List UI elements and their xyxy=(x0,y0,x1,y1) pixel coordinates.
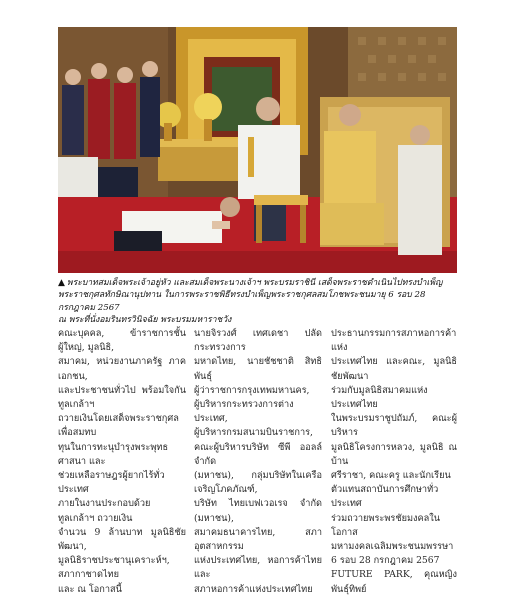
column-line: นายจิรวงศ์ เทศเดชา ปลัดกระทรวงการ xyxy=(194,328,322,354)
column-line: ผู้ว่าราชการกรุงเทพมหานคร, xyxy=(194,384,310,396)
caption-line-2: พระราชกุศลทักษิณานุปทาน ในการพระราชพิธีทรงบำเพ็ญพระราชกุศลสมโภชพระชนมายุ 6 รอบ 28 กรกฎาคม 2567 xyxy=(58,290,426,313)
column-line: คณะผู้บริหารบริษัท ซีพี ออลล์ จำกัด xyxy=(194,441,322,467)
column-line: ร่วมถวายพระพรชัยมงคลในโอกาส xyxy=(331,512,441,538)
column-line: ร่วมกับมูลนิธิสมาคมแห่งประเทศไทย xyxy=(331,384,428,411)
column-line: ประเทศไทย และคณะ, มูลนิธิชัยพัฒนา xyxy=(331,356,457,382)
text-column-3 xyxy=(331,327,457,595)
column-line: ทุนในการทะนุบำรุงพระพุทธศาสนา และ xyxy=(58,441,169,467)
column-line: มหามงคลเฉลิมพระชนมพรรษา xyxy=(331,541,454,553)
column-line: สมาคมธนาคารไทย, สภาอุตสาหกรรม xyxy=(194,526,322,553)
caption-text-1: พระบาทสมเด็จพระเจ้าอยู่หัว และสมเด็จพระนางเจ้าฯ พระบรมราชินี เสด็จพระราชดำเนินไปทรงบำเพ็ญ xyxy=(66,278,443,288)
column-line: ช่วยเหลือราษฎรผู้ยากไร้ทั่วประเทศ xyxy=(58,470,165,496)
column-line: สภาหอการค้าแห่งประเทศไทย xyxy=(194,583,313,595)
ceremony-photo-art xyxy=(58,27,457,273)
column-line: สมาคม, หน่วยงานภาครัฐ ภาคเอกชน, xyxy=(58,356,186,382)
column-line: มูลนิธิโครงการหลวง, มูลนิธิ ณ บ้าน xyxy=(331,441,457,467)
caption-triangle-icon: ▲ xyxy=(58,278,65,288)
column-line: แห่งประเทศไทย, หอการค้าไทยและ xyxy=(194,555,322,581)
caption-line-1 xyxy=(58,277,457,289)
column-line: 6 รอบ 28 กรกฎาคม 2567 xyxy=(331,555,440,567)
caption-line-3: ณ พระที่นั่งอมรินทรวินิจฉัย พระบรมมหาราชวัง xyxy=(58,315,232,326)
column-line: คณะบุคคล, ข้าราชการชั้นผู้ใหญ่, มูลนิธิ, xyxy=(58,328,186,354)
column-line: มหาดไทย, นายชัชชาติ สิทธิพันธุ์ xyxy=(194,356,322,382)
photo-caption xyxy=(58,277,457,327)
column-line: ตัวแทนสถาบันการศึกษาทั่วประเทศ xyxy=(331,484,439,510)
column-line: ภายในงานประกอบด้วย ทูลเกล้าฯ ถวายเงิน xyxy=(58,498,151,524)
column-line: ถวายเงินโดยเสด็จพระราชกุศลเพื่อสมทบ xyxy=(58,413,179,439)
column-line: (มหาชน), กลุ่มบริษัทในเครือเจริญโภคภัณฑ์, xyxy=(194,470,322,496)
column-line: ในพระบรมราชูปถัมภ์, คณะผู้บริหาร xyxy=(331,413,457,439)
column-line: บริษัท ไทยเบฟเวอเรจ จำกัด (มหาชน), xyxy=(194,498,322,524)
column-line: ผู้บริหารกระทรวงการต่างประเทศ, xyxy=(194,399,294,425)
column-line: ผู้บริหารกรมสนามบินราชการ, xyxy=(194,427,313,439)
column-line: FUTURE PARK, คุณหญิงพันธุ์ทิพย์ xyxy=(331,569,457,595)
text-column-1 xyxy=(58,327,186,595)
column-line: และประชาชนทั่วไป พร้อมใจกันทูลเกล้าฯ xyxy=(58,384,186,411)
column-line: ศรีราชา, คณะครู และนักเรียน xyxy=(331,470,451,482)
text-column-2 xyxy=(194,327,322,595)
column-line: ประธานกรรมการสภาหอการค้าแห่ง xyxy=(331,328,457,354)
column-line: จำนวน 9 ล้านบาท มูลนิธิชัยพัฒนา, xyxy=(58,526,186,553)
ceremony-photo xyxy=(58,27,457,273)
column-line: มูลนิธิราชประชานุเคราะห์ฯ, สภากาชาดไทย xyxy=(58,555,170,581)
column-line: และ ณ โอกาสนี้ xyxy=(58,583,122,595)
